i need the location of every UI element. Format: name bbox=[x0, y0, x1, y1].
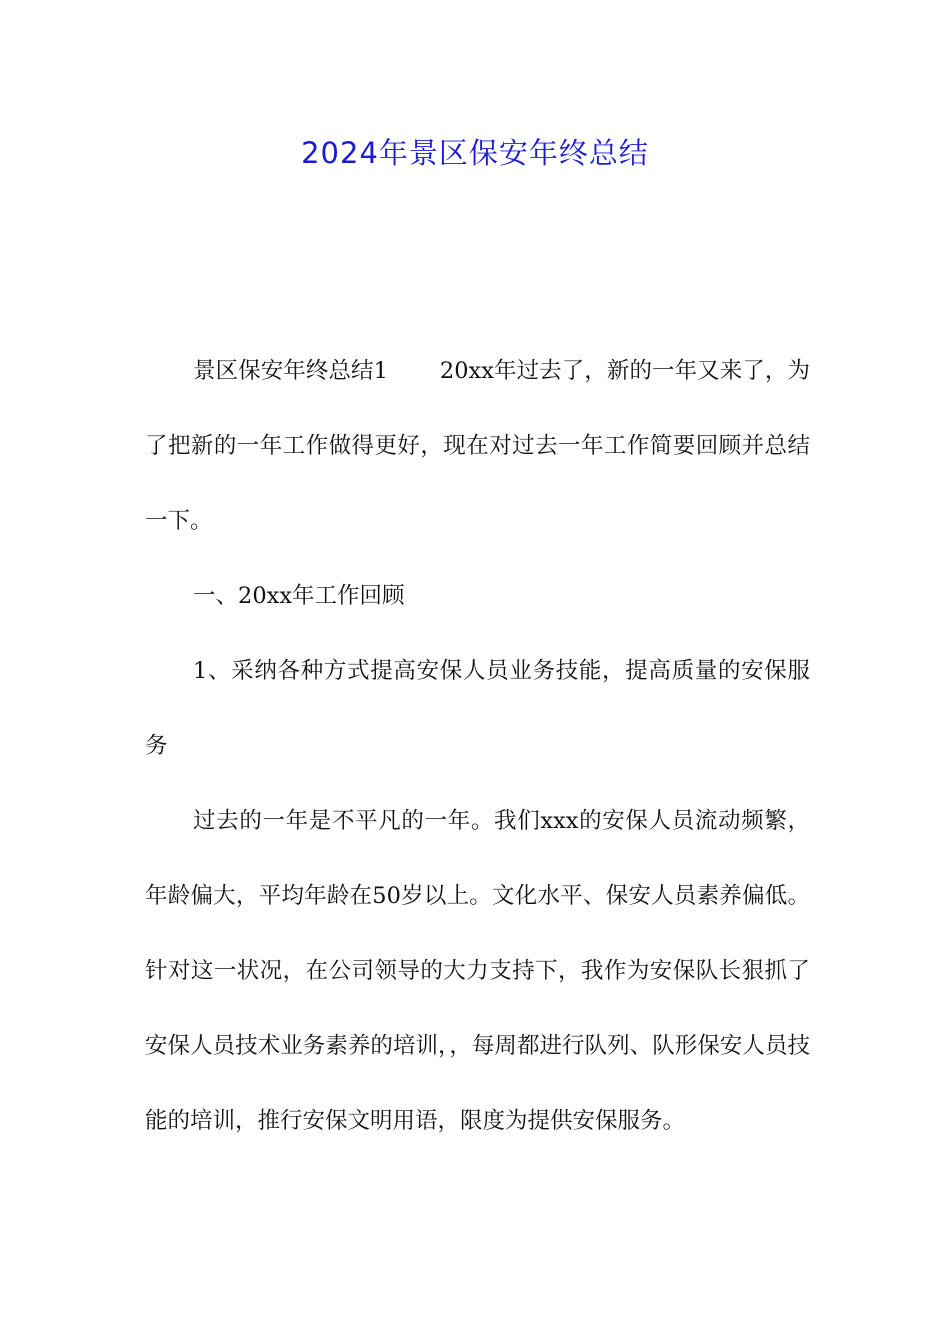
intro-text: 20xx年过去了，新的一年又来了，为了把新的一年工作做得更好，现在对过去一年工作简要回顾并总结一下。 bbox=[145, 358, 810, 534]
intro-paragraph bbox=[145, 334, 810, 559]
document-body bbox=[145, 334, 810, 1159]
document-title: 2024年景区保安年终总结 bbox=[301, 136, 649, 170]
item-1-body: 过去的一年是不平凡的一年。我们xxx的安保人员流动频繁，年龄偏大，平均年龄在50岁以上。文化水平、保安人员素养偏低。针对这一状况，在公司领导的大力支持下，我作为安保队长狠抓了安保人员技术业务素养的培训，，每周都进行队列、队形保安人员技能的培训，推行安保文明用语，限度为提供安保服务。 bbox=[145, 808, 810, 1134]
section-heading: 一、20xx年工作回顾 bbox=[193, 583, 405, 609]
intro-heading: 景区保安年终总结1 bbox=[193, 358, 388, 384]
item-1-heading: 1、采纳各种方式提高安保人员业务技能，提高质量的安保服务 bbox=[145, 658, 810, 759]
